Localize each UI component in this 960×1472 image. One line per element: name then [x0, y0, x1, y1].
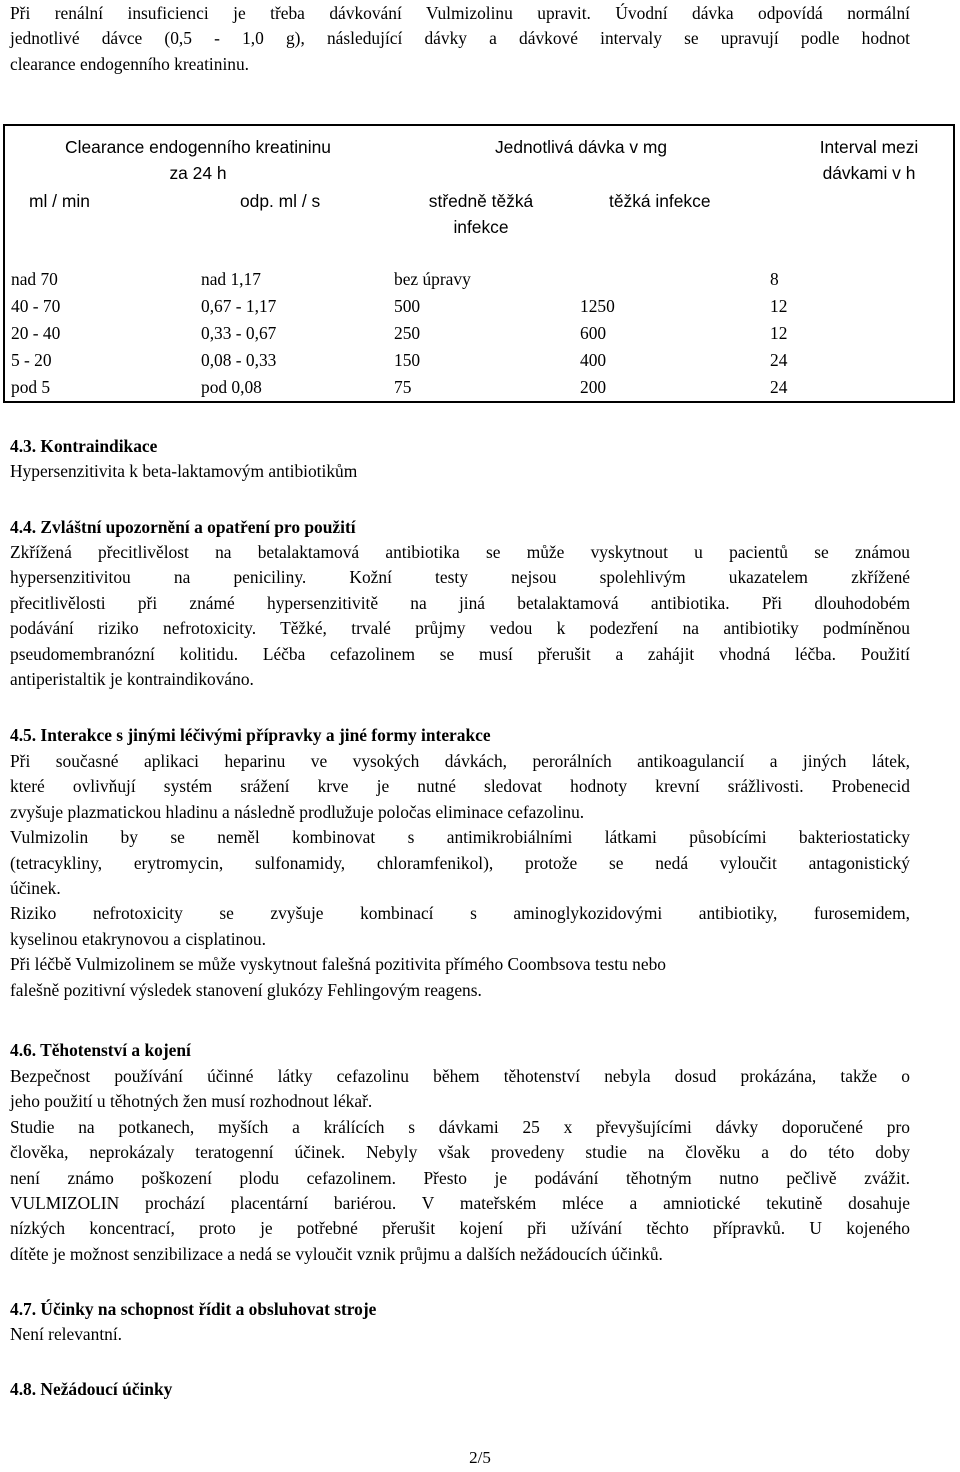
table-cell: pod 5 — [11, 377, 51, 397]
header-moderate — [391, 188, 571, 240]
section-4-4-text — [10, 540, 910, 692]
text-line: Bezpečnost používání účinné látky cefazolinu během těhotenství nebyla dosud prokázána, takže o — [10, 1066, 910, 1086]
text-line: Zkřížená přecitlivělost na betalaktamová antibiotika se může vyskytnout u pacientů se známou — [10, 542, 910, 562]
table-cell: bez úpravy — [394, 269, 471, 289]
text-line: účinek. — [10, 878, 61, 899]
section-heading-4-6: 4.6. Těhotenství a kojení — [10, 1040, 191, 1060]
intro-paragraph — [10, 1, 910, 77]
table-cell: 0,67 - 1,17 — [201, 296, 277, 316]
text-line: dítěte je možnost senzibilizace a nedá se vyloučit vznik průjmu a dalších nežádoucích účinků. — [10, 1243, 663, 1264]
table-cell: 600 — [580, 323, 607, 343]
text-line: Při renální insuficienci je třeba dávkování Vulmizolinu upravit. Úvodní dávka odpovídá normální — [10, 3, 910, 23]
table-cell: 5 - 20 — [11, 350, 52, 370]
text-line: Hypersenzitivita k beta-laktamovým antibiotikům — [10, 461, 358, 481]
header-interval-line2: dávkami v h — [822, 163, 916, 183]
text-line: Při současné aplikaci heparinu ve vysokých dávkách, perorálních antikoagulancií a jiných látek, — [10, 751, 910, 771]
text-line: Při léčbě Vulmizolinem se může vyskytnout falešná pozitivita přímého Coombsova testu nebo — [10, 954, 666, 975]
section-heading-4-8: 4.8. Nežádoucí účinky — [10, 1379, 173, 1399]
table-cell: 200 — [580, 377, 607, 397]
header-moderate-line2: infekce — [453, 217, 509, 237]
header-interval — [787, 134, 951, 186]
table-cell: 24 — [770, 377, 788, 397]
text-line: není známo poškození plodu cefazolinem. Přesto je podávání těhotným nutno pečlivě zvážit. — [10, 1167, 910, 1188]
text-line: přecitlivělosti při známé hypersenzitivitě na jiná betalaktamová antibiotika. Při dlouhodobém — [10, 592, 910, 613]
table-cell: 400 — [580, 350, 607, 370]
text-line: VULMIZOLIN prochází placentární bariérou. V mateřském mléce a amniotické tekutině dosahuje — [10, 1193, 910, 1214]
table-cell: 75 — [394, 377, 412, 397]
header-ml-min: ml / min — [29, 191, 90, 211]
text-line: zvyšuje plazmatickou hladinu a následně prodlužuje poločas eliminace cefazolinu. — [10, 801, 585, 822]
text-line: člověka, neprokázaly teratogenní účinek. Nebyly však provedeny studie na člověku a do této doby — [10, 1142, 910, 1163]
table-cell: 150 — [394, 350, 421, 370]
text-line: Studie na potkanech, myších a králících s dávkami 25 x převyšujícími dávky doporučené pro — [10, 1116, 910, 1137]
text-line: jeho použití u těhotných žen musí rozhodnout lékař. — [10, 1091, 373, 1112]
text-line: pseudomembranózní kolitidu. Léčba cefazolinem se musí přerušit a zahájit vhodná léčba. Použití — [10, 643, 910, 664]
table-cell: 12 — [770, 296, 788, 316]
section-heading-4-4: 4.4. Zvláštní upozornění a opatření pro použití — [10, 517, 356, 537]
text-line: jednotlivé dávce (0,5 - 1,0 g), následující dávky a dávkové intervaly se upravují podle hodnot — [10, 28, 910, 49]
table-cell: 1250 — [580, 296, 615, 316]
text-line: hypersenzitivitou na peniciliny. Kožní testy nejsou spolehlivým ukazatelem zkřížené — [10, 567, 910, 588]
table-cell: 0,08 - 0,33 — [201, 350, 277, 370]
table-cell: 0,33 - 0,67 — [201, 323, 277, 343]
table-cell: nad 1,17 — [201, 269, 261, 289]
section-heading-4-5: 4.5. Interakce s jinými léčivými přípravky a jiné formy interakce — [10, 725, 491, 745]
table-cell: 250 — [394, 323, 421, 343]
text-line: kyselinou etakrynovou a cisplatinou. — [10, 928, 266, 949]
table-cell: pod 0,08 — [201, 377, 262, 397]
section-4-5-text — [10, 749, 910, 1003]
table-cell: 8 — [770, 269, 779, 289]
table-cell: 24 — [770, 350, 788, 370]
header-interval-line1: Interval mezi — [819, 137, 919, 157]
table-cell: 20 - 40 — [11, 323, 61, 343]
header-severe: těžká infekce — [609, 191, 711, 211]
text-line: které ovlivňují systém srážení krve je nutné sledovat hodnoty krevní srážlivosti. Probenecid — [10, 776, 910, 797]
text-line: Riziko nefrotoxicity se zvyšuje kombinací s aminoglykozidovými antibiotiky, furosemidem, — [10, 903, 910, 924]
table-cell: 500 — [394, 296, 421, 316]
text-line: clearance endogenního kreatininu. — [10, 53, 250, 74]
section-4-6-text — [10, 1064, 910, 1267]
table-cell: 40 - 70 — [11, 296, 61, 316]
text-line: Není relevantní. — [10, 1324, 123, 1344]
page-number: 2/5 — [469, 1448, 491, 1467]
text-line: Vulmizolin by se neměl kombinovat s antimikrobiálními látkami působícími bakteriostaticky — [10, 827, 910, 848]
header-clearance — [5, 134, 391, 186]
header-moderate-line1: středně těžká — [428, 191, 534, 211]
section-heading-4-3: 4.3. Kontraindikace — [10, 436, 158, 456]
dosing-table — [3, 124, 955, 403]
text-line: (tetracykliny, erytromycin, sulfonamidy, chloramfenikol), protože se nedá vyloučit antagonistický — [10, 852, 910, 873]
header-ml-s: odp. ml / s — [240, 191, 321, 211]
text-line: podávání riziko nefrotoxicity. Těžké, trvalé průjmy vedou k podezření na antibiotiky podmíněnou — [10, 618, 910, 639]
text-line: nízkých koncentrací, proto je potřebné přerušit kojení při užívání těchto přípravků. U kojeného — [10, 1218, 910, 1239]
header-clearance-line1: Clearance endogenního kreatininu — [65, 137, 331, 157]
header-dose: Jednotlivá dávka v mg — [494, 137, 668, 157]
text-line: falešně pozitivní výsledek stanovení glukózy Fehlingovým reagens. — [10, 979, 482, 1000]
section-4-3-text — [10, 459, 910, 484]
table-cell: 12 — [770, 323, 788, 343]
section-heading-4-7: 4.7. Účinky na schopnost řídit a obsluhovat stroje — [10, 1299, 377, 1319]
section-4-7-text — [10, 1322, 910, 1347]
header-clearance-line2: za 24 h — [169, 163, 227, 183]
text-line: antiperistaltik je kontraindikováno. — [10, 669, 254, 690]
table-cell: nad 70 — [11, 269, 58, 289]
